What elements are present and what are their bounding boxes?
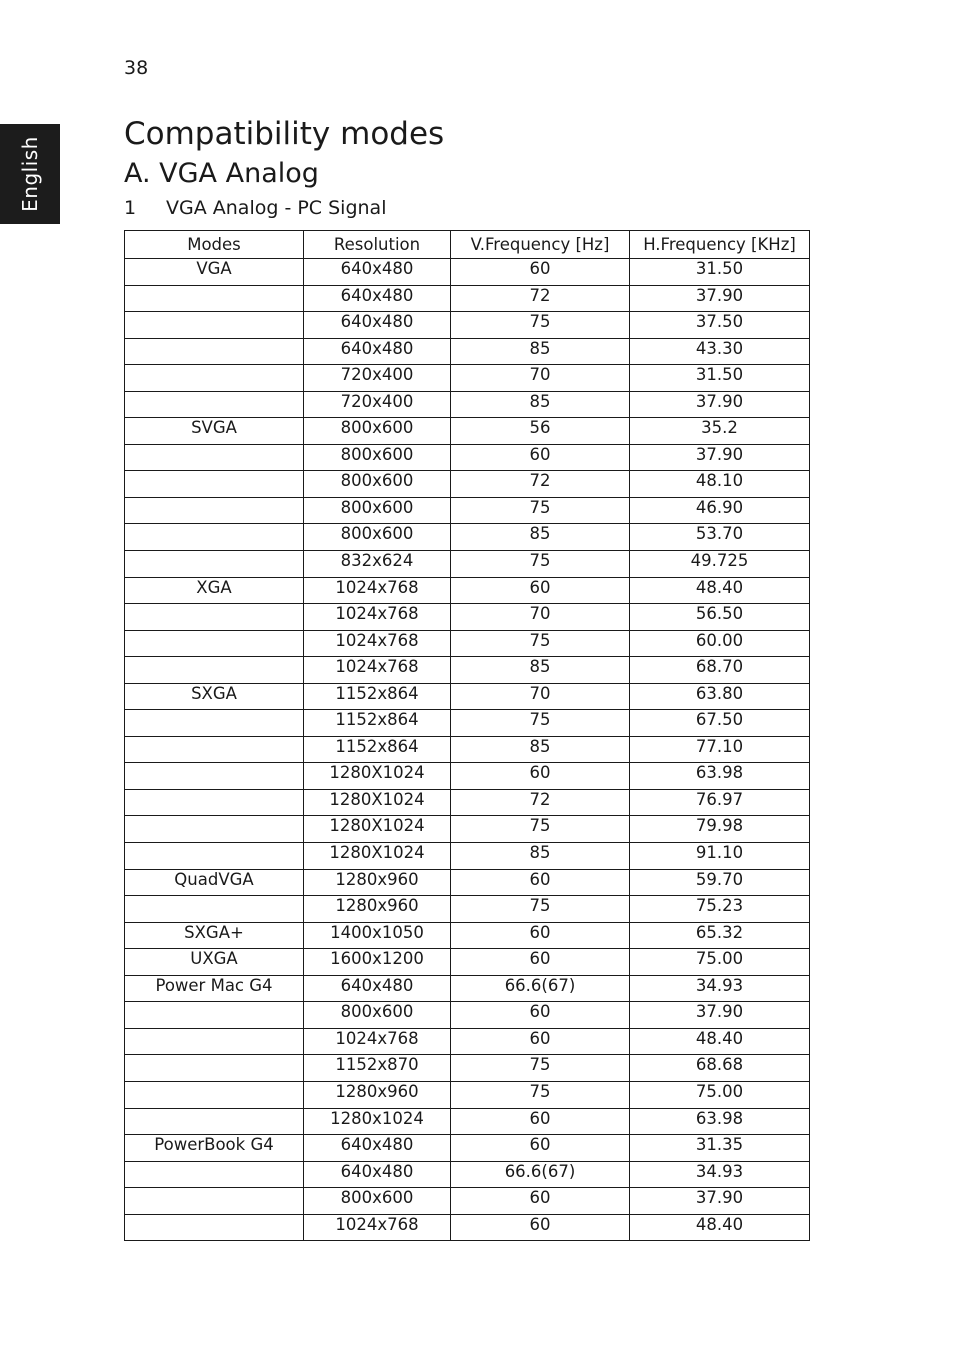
cell-h-frequency: 63.80: [630, 683, 810, 710]
cell-mode: [125, 1081, 304, 1108]
table-row: [125, 1135, 810, 1162]
cell-resolution: 1024x768: [304, 657, 451, 684]
cell-h-frequency: 35.2: [630, 418, 810, 445]
cell-mode: VGA: [125, 259, 304, 286]
cell-resolution: 720x400: [304, 391, 451, 418]
cell-v-frequency: 60: [451, 1108, 630, 1135]
cell-mode: [125, 604, 304, 631]
subsection-heading: [124, 196, 386, 220]
cell-resolution: 1280x960: [304, 869, 451, 896]
cell-h-frequency: 60.00: [630, 630, 810, 657]
cell-h-frequency: 48.40: [630, 1028, 810, 1055]
cell-mode: SXGA+: [125, 922, 304, 949]
cell-v-frequency: 66.6(67): [451, 975, 630, 1002]
cell-resolution: 1280X1024: [304, 763, 451, 790]
cell-v-frequency: 75: [451, 312, 630, 339]
cell-h-frequency: 37.90: [630, 1002, 810, 1029]
table-row: [125, 1081, 810, 1108]
cell-resolution: 1024x768: [304, 630, 451, 657]
table-row: [125, 922, 810, 949]
table-row: [125, 1002, 810, 1029]
table-row: [125, 763, 810, 790]
cell-mode: SVGA: [125, 418, 304, 445]
cell-mode: [125, 1214, 304, 1241]
cell-mode: QuadVGA: [125, 869, 304, 896]
table-row: [125, 1108, 810, 1135]
cell-h-frequency: 77.10: [630, 736, 810, 763]
cell-resolution: 720x400: [304, 365, 451, 392]
cell-mode: [125, 312, 304, 339]
cell-v-frequency: 60: [451, 1188, 630, 1215]
cell-mode: SXGA: [125, 683, 304, 710]
column-header-modes: Modes: [125, 231, 304, 259]
cell-v-frequency: 75: [451, 710, 630, 737]
cell-mode: [125, 338, 304, 365]
table-row: [125, 285, 810, 312]
cell-resolution: 800x600: [304, 471, 451, 498]
cell-h-frequency: 65.32: [630, 922, 810, 949]
cell-resolution: 800x600: [304, 444, 451, 471]
table-row: [125, 949, 810, 976]
cell-v-frequency: 66.6(67): [451, 1161, 630, 1188]
cell-v-frequency: 60: [451, 1214, 630, 1241]
cell-h-frequency: 68.70: [630, 657, 810, 684]
cell-h-frequency: 75.00: [630, 949, 810, 976]
cell-h-frequency: 91.10: [630, 843, 810, 870]
cell-mode: [125, 816, 304, 843]
page-number: 38: [124, 57, 149, 79]
cell-mode: [125, 444, 304, 471]
cell-h-frequency: 48.40: [630, 1214, 810, 1241]
table-row: [125, 418, 810, 445]
cell-resolution: 640x480: [304, 259, 451, 286]
cell-h-frequency: 68.68: [630, 1055, 810, 1082]
page-title: Compatibility modes: [124, 116, 445, 152]
cell-v-frequency: 85: [451, 657, 630, 684]
cell-mode: [125, 1002, 304, 1029]
table-row: [125, 524, 810, 551]
cell-h-frequency: 63.98: [630, 763, 810, 790]
table-row: [125, 338, 810, 365]
table-row: [125, 683, 810, 710]
cell-mode: [125, 551, 304, 578]
cell-v-frequency: 85: [451, 843, 630, 870]
cell-mode: [125, 657, 304, 684]
cell-v-frequency: 60: [451, 922, 630, 949]
cell-h-frequency: 31.50: [630, 259, 810, 286]
cell-mode: [125, 736, 304, 763]
cell-mode: [125, 630, 304, 657]
cell-h-frequency: 75.23: [630, 896, 810, 923]
cell-h-frequency: 34.93: [630, 1161, 810, 1188]
cell-v-frequency: 85: [451, 524, 630, 551]
column-header-h-frequency: H.Frequency [KHz]: [630, 231, 810, 259]
cell-v-frequency: 75: [451, 816, 630, 843]
cell-v-frequency: 85: [451, 338, 630, 365]
cell-resolution: 800x600: [304, 1188, 451, 1215]
cell-h-frequency: 43.30: [630, 338, 810, 365]
cell-resolution: 1280x1024: [304, 1108, 451, 1135]
cell-mode: [125, 710, 304, 737]
table-row: [125, 365, 810, 392]
cell-mode: [125, 789, 304, 816]
cell-h-frequency: 48.10: [630, 471, 810, 498]
cell-mode: XGA: [125, 577, 304, 604]
subsection-label: VGA Analog - PC Signal: [166, 197, 387, 219]
cell-resolution: 800x600: [304, 418, 451, 445]
cell-h-frequency: 46.90: [630, 497, 810, 524]
table-row: [125, 896, 810, 923]
cell-v-frequency: 60: [451, 949, 630, 976]
cell-v-frequency: 75: [451, 630, 630, 657]
cell-resolution: 832x624: [304, 551, 451, 578]
cell-h-frequency: 49.725: [630, 551, 810, 578]
cell-resolution: 1280x960: [304, 896, 451, 923]
cell-resolution: 1400x1050: [304, 922, 451, 949]
table-row: [125, 975, 810, 1002]
cell-resolution: 1024x768: [304, 1214, 451, 1241]
cell-mode: Power Mac G4: [125, 975, 304, 1002]
table-row: [125, 1028, 810, 1055]
cell-v-frequency: 72: [451, 285, 630, 312]
cell-mode: [125, 365, 304, 392]
cell-v-frequency: 60: [451, 1002, 630, 1029]
cell-h-frequency: 37.90: [630, 444, 810, 471]
table-row: [125, 577, 810, 604]
cell-h-frequency: 56.50: [630, 604, 810, 631]
cell-resolution: 1024x768: [304, 604, 451, 631]
cell-h-frequency: 53.70: [630, 524, 810, 551]
cell-resolution: 640x480: [304, 338, 451, 365]
cell-v-frequency: 60: [451, 869, 630, 896]
cell-resolution: 640x480: [304, 1135, 451, 1162]
table-row: [125, 551, 810, 578]
cell-h-frequency: 67.50: [630, 710, 810, 737]
cell-h-frequency: 31.35: [630, 1135, 810, 1162]
cell-mode: [125, 1108, 304, 1135]
cell-v-frequency: 70: [451, 365, 630, 392]
cell-mode: [125, 843, 304, 870]
table-row: [125, 1214, 810, 1241]
cell-v-frequency: 75: [451, 896, 630, 923]
cell-resolution: 640x480: [304, 1161, 451, 1188]
cell-v-frequency: 75: [451, 1055, 630, 1082]
cell-v-frequency: 70: [451, 604, 630, 631]
cell-resolution: 1280X1024: [304, 843, 451, 870]
cell-h-frequency: 37.90: [630, 285, 810, 312]
cell-resolution: 800x600: [304, 1002, 451, 1029]
cell-v-frequency: 75: [451, 551, 630, 578]
table-row: [125, 497, 810, 524]
cell-resolution: 1024x768: [304, 1028, 451, 1055]
cell-h-frequency: 37.90: [630, 391, 810, 418]
cell-mode: UXGA: [125, 949, 304, 976]
cell-h-frequency: 79.98: [630, 816, 810, 843]
cell-v-frequency: 75: [451, 1081, 630, 1108]
cell-resolution: 1280X1024: [304, 816, 451, 843]
table-row: [125, 471, 810, 498]
cell-resolution: 1152x870: [304, 1055, 451, 1082]
cell-resolution: 1152x864: [304, 683, 451, 710]
table-row: [125, 604, 810, 631]
cell-v-frequency: 75: [451, 497, 630, 524]
table-row: [125, 1055, 810, 1082]
table-row: [125, 736, 810, 763]
cell-h-frequency: 31.50: [630, 365, 810, 392]
cell-resolution: 640x480: [304, 285, 451, 312]
cell-resolution: 1152x864: [304, 736, 451, 763]
cell-v-frequency: 72: [451, 471, 630, 498]
cell-h-frequency: 37.50: [630, 312, 810, 339]
table-row: [125, 259, 810, 286]
cell-mode: [125, 1028, 304, 1055]
table-row: [125, 869, 810, 896]
table-row: [125, 789, 810, 816]
cell-mode: [125, 391, 304, 418]
section-heading: A. VGA Analog: [124, 158, 319, 189]
table-body: [125, 259, 810, 1241]
cell-mode: [125, 471, 304, 498]
cell-mode: [125, 1188, 304, 1215]
cell-v-frequency: 72: [451, 789, 630, 816]
cell-resolution: 640x480: [304, 312, 451, 339]
cell-mode: [125, 896, 304, 923]
table-row: [125, 843, 810, 870]
cell-mode: [125, 497, 304, 524]
cell-resolution: 640x480: [304, 975, 451, 1002]
column-header-resolution: Resolution: [304, 231, 451, 259]
cell-h-frequency: 76.97: [630, 789, 810, 816]
cell-mode: PowerBook G4: [125, 1135, 304, 1162]
cell-h-frequency: 63.98: [630, 1108, 810, 1135]
cell-h-frequency: 34.93: [630, 975, 810, 1002]
cell-resolution: 800x600: [304, 497, 451, 524]
cell-v-frequency: 60: [451, 259, 630, 286]
cell-resolution: 1600x1200: [304, 949, 451, 976]
cell-v-frequency: 60: [451, 763, 630, 790]
table-row: [125, 710, 810, 737]
cell-mode: [125, 763, 304, 790]
cell-mode: [125, 1055, 304, 1082]
cell-mode: [125, 1161, 304, 1188]
cell-v-frequency: 85: [451, 391, 630, 418]
table-row: [125, 657, 810, 684]
cell-v-frequency: 70: [451, 683, 630, 710]
table-header-row: [125, 231, 810, 259]
cell-v-frequency: 85: [451, 736, 630, 763]
cell-v-frequency: 60: [451, 1135, 630, 1162]
table-row: [125, 312, 810, 339]
cell-resolution: 1152x864: [304, 710, 451, 737]
cell-v-frequency: 60: [451, 1028, 630, 1055]
cell-resolution: 1280X1024: [304, 789, 451, 816]
cell-h-frequency: 48.40: [630, 577, 810, 604]
cell-v-frequency: 60: [451, 444, 630, 471]
cell-h-frequency: 37.90: [630, 1188, 810, 1215]
language-label: English: [18, 136, 42, 212]
cell-h-frequency: 75.00: [630, 1081, 810, 1108]
compatibility-table: [124, 230, 810, 1241]
cell-v-frequency: 60: [451, 577, 630, 604]
table-row: [125, 630, 810, 657]
table-row: [125, 1188, 810, 1215]
cell-mode: [125, 285, 304, 312]
cell-resolution: 1280x960: [304, 1081, 451, 1108]
table-row: [125, 1161, 810, 1188]
table-row: [125, 816, 810, 843]
cell-h-frequency: 59.70: [630, 869, 810, 896]
cell-resolution: 800x600: [304, 524, 451, 551]
cell-v-frequency: 56: [451, 418, 630, 445]
language-side-tab: [0, 124, 60, 224]
column-header-v-frequency: V.Frequency [Hz]: [451, 231, 630, 259]
table-row: [125, 444, 810, 471]
table-row: [125, 391, 810, 418]
cell-mode: [125, 524, 304, 551]
subsection-number: 1: [124, 197, 137, 219]
cell-resolution: 1024x768: [304, 577, 451, 604]
